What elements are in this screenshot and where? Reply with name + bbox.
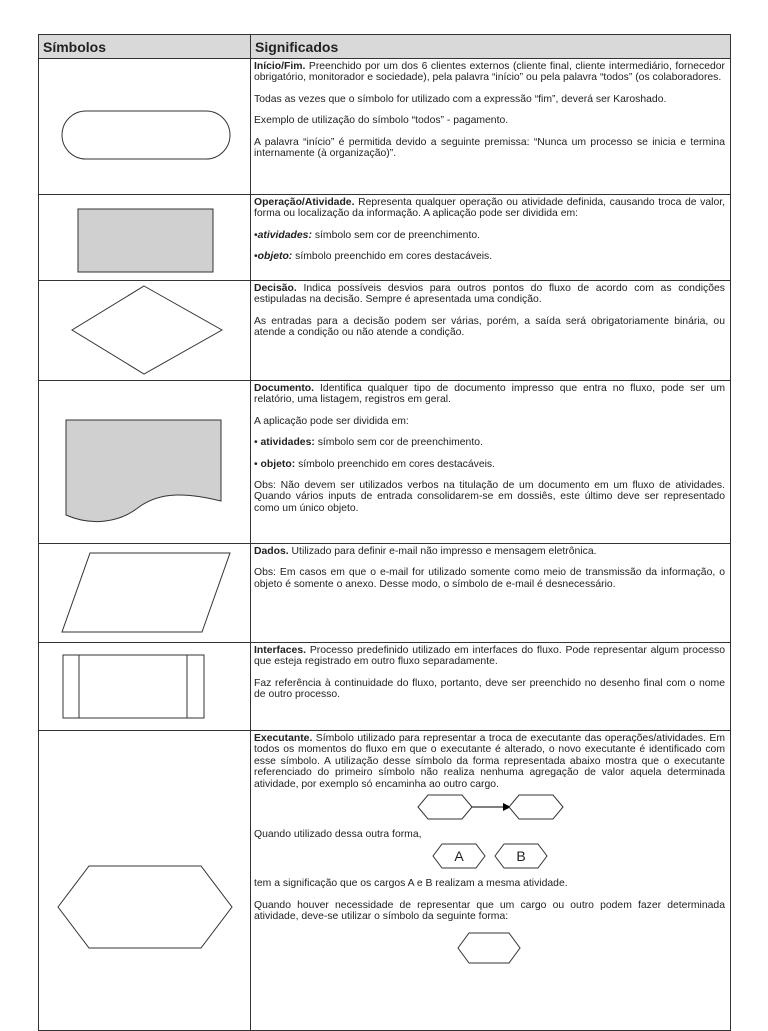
example-either-diagram [254, 932, 725, 967]
row-text: Preenchido por um dos 6 clientes externos (cliente final, cliente intermediário, fornecedor obrigatório, monitorador e sociedade), pela palavra “início” ou pela palavra “todos” (os colaboradores. [254, 61, 725, 84]
data-symbol-icon [39, 544, 251, 643]
row-text: Identifica qualquer tipo de documento impresso que entra no fluxo, pode ser um relatório, uma listagem, registros em geral. [254, 383, 725, 406]
hexagon-arrow-hexagon-icon [415, 794, 565, 820]
row-text: Processo predefinido utilizado em interfaces do fluxo. Pode representar algum processo que esteja registrado em outro fluxo separadamente. [254, 645, 725, 668]
meaning-cell [251, 544, 731, 643]
row-title: Documento. [254, 383, 315, 394]
bullet-text: símbolo sem cor de preenchimento. [314, 229, 481, 241]
example-label-a: A [453, 847, 464, 864]
meaning-cell [251, 195, 731, 281]
row-text: Obs: Em casos em que o e-mail for utilizado somente como meio de transmissão da informação, o objeto é somente o anexo. Desse modo, o símbolo de e-mail é desnecessário. [254, 567, 725, 590]
bullet-text: símbolo preenchido em cores destacáveis. [295, 251, 493, 263]
meaning-cell [251, 59, 731, 195]
row-text: Utilizado para definir e-mail não impresso e mensagem eletrônica. [291, 546, 597, 557]
example-label-b: B [515, 847, 526, 864]
bullet-marker: • [254, 437, 258, 449]
hexagon-pair-icon [430, 843, 550, 869]
row-title: Executante. [254, 733, 313, 744]
meaning-cell [251, 643, 731, 731]
row-title: Interfaces. [254, 645, 306, 656]
header-meanings: Significados [251, 35, 731, 59]
symbol-cell [39, 281, 251, 381]
row-title: Decisão. [254, 283, 297, 294]
symbol-cell [39, 381, 251, 544]
row-text: Exemplo de utilização do símbolo “todos” - pagamento. [254, 115, 509, 127]
symbol-cell [39, 731, 251, 1031]
terminator-symbol-icon [39, 59, 251, 195]
symbols-table [38, 34, 731, 1031]
table-row [39, 281, 731, 381]
bullet-marker: • [254, 229, 258, 241]
bullet-text: símbolo sem cor de preenchimento. [317, 437, 483, 449]
table-row [39, 544, 731, 643]
row-text: A palavra “início” é permitida devido a seguinte premissa: “Nunca um processo se inicia e termina internamente (à organização)”. [254, 136, 725, 160]
meaning-cell [251, 731, 731, 1031]
row-text: Símbolo utilizado para representar a troca de executante das operações/atividades. Em todos os momentos do fluxo em que o executante é alterado, o novo executante é identificado com esse símbolo. A utilização desse símbolo da forma representada abaixo mostra que o executante referenciado do primeiro símbolo não realiza nenhuma agregação de valor aquela determinada atividade, por exemplo só encaminha ao outro cargo. [254, 733, 725, 790]
symbol-cell [39, 643, 251, 731]
hexagon-single-icon [457, 932, 523, 964]
symbol-cell [39, 544, 251, 643]
row-text: Todas as vezes que o símbolo for utilizado com a expressão “fim”, deverá ser Karoshado. [254, 93, 667, 105]
row-text: A aplicação pode ser dividida em: [254, 415, 409, 427]
bullet-marker: • [254, 251, 258, 263]
symbol-cell [39, 59, 251, 195]
table-row [39, 195, 731, 281]
table-row [39, 381, 731, 544]
row-text: Quando houver necessidade de representar que um cargo ou outro podem fazer determinada atividade, deve-se utilizar o símbolo da seguinte forma: [254, 899, 725, 923]
bullet-marker: • [254, 458, 258, 470]
row-title: Operação/Atividade. [254, 197, 355, 208]
row-title: Início/Fim. [254, 61, 306, 72]
table-row [39, 59, 731, 195]
decision-symbol-icon [39, 281, 251, 381]
bullet-text: símbolo preenchido em cores destacáveis. [298, 458, 496, 470]
row-text: Quando utilizado dessa outra forma, [254, 829, 422, 841]
row-text: As entradas para a decisão podem ser várias, porém, a saída será obrigatoriamente binária, ou atende a condição ou não atende a condição. [254, 315, 725, 339]
bullet-label: atividades: [260, 437, 315, 449]
symbol-cell [39, 195, 251, 281]
bullet-label: atividades: [257, 229, 312, 241]
process-symbol-icon [39, 195, 251, 281]
hexagon-symbol-icon [39, 731, 251, 1031]
bullet-label: objeto: [260, 458, 296, 470]
meaning-cell [251, 381, 731, 544]
header-symbols: Símbolos [39, 35, 251, 59]
example-parallel-diagram [254, 843, 725, 872]
document-symbol-icon [39, 381, 251, 544]
table-header-row [39, 35, 731, 59]
row-text: Faz referência à continuidade do fluxo, portanto, deve ser preenchido no desenho final com o nome de outro processo. [254, 677, 725, 701]
row-text: tem a significação que os cargos A e B realizam a mesma atividade. [254, 878, 568, 890]
row-title: Dados. [254, 546, 289, 557]
meaning-cell [251, 281, 731, 381]
table-row [39, 731, 731, 1031]
predefined-process-icon [39, 643, 251, 731]
row-text: Representa qualquer operação ou atividade definida, causando troca de valor, forma ou localização da informação. A aplicação pode ser dividida em: [254, 197, 725, 220]
row-text: Indica possíveis desvios para outros pontos do fluxo de acordo com as condições estipuladas na decisão. Sempre é apresentada uma condição. [254, 283, 725, 306]
table-row [39, 643, 731, 731]
example-sequence-diagram [254, 794, 725, 823]
bullet-label: objeto: [257, 251, 293, 263]
row-note: Obs: Não devem ser utilizados verbos na titulação de um documento em um fluxo de atividades. Quando vários inputs de entrada consolidarem-se em dossiês, este último deve ser representado como um único objeto. [254, 480, 725, 514]
